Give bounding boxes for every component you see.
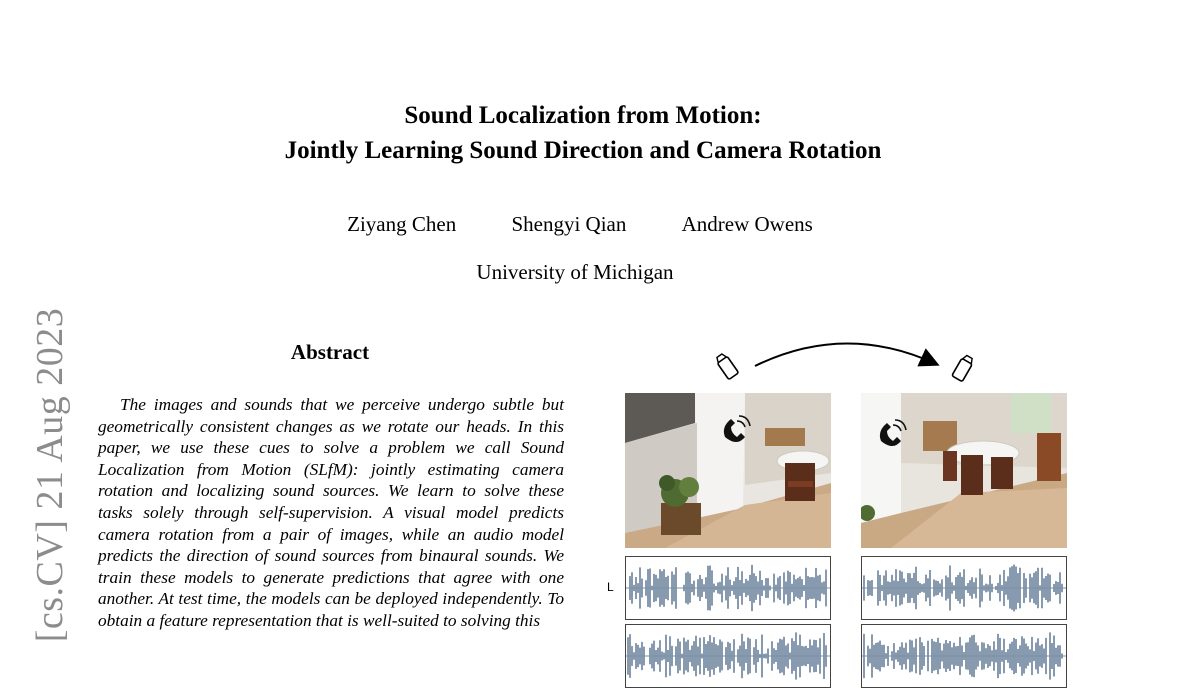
camera-motion-diagram	[600, 330, 1100, 390]
author: Ziyang Chen	[347, 212, 457, 236]
camera-icon	[952, 354, 975, 382]
camera-icon	[714, 352, 738, 379]
waveform-right-r	[861, 624, 1067, 688]
scene-image-left	[625, 393, 831, 548]
abstract-heading: Abstract	[290, 340, 370, 364]
abstract-text: The images and sounds that we perceive undergo subtle but geometrically consistent changes as we rotate our heads. In this paper, we use these cues to solve a problem we call Sound Localization from Motion (SLfM): jointly estimating camera rotation and localizing sound sources. We learn to solve these tasks solely through self-supervision. A visual model predicts camera rotation from a pair of images, while an audio model predicts the direction of sound sources from binaural sounds. We train these models to generate predictions that agree with one another. At test time, the models can be deployed independently. To obtain a feature representation that is well-suited to solving this	[98, 395, 564, 630]
channel-left-label: L	[607, 580, 614, 594]
abstract-body	[98, 394, 564, 632]
author: Shengyi Qian	[511, 212, 627, 236]
teaser-figure	[600, 330, 1100, 648]
affiliation: University of Michigan	[476, 260, 674, 284]
curved-arrow-icon	[755, 343, 936, 366]
author: Andrew Owens	[681, 212, 813, 236]
paper-title	[0, 98, 1166, 168]
waveform-left-l	[625, 556, 831, 620]
waveform-right-l	[861, 556, 1067, 620]
waveform-left-r	[625, 624, 831, 688]
scene-image-right	[861, 393, 1067, 548]
arxiv-side-stamp: [cs.CV] 21 Aug 2023	[29, 307, 71, 643]
author-list	[0, 212, 1160, 237]
title-line-1: Sound Localization from Motion:	[404, 102, 762, 129]
title-line-2: Jointly Learning Sound Direction and Camera Rotation	[284, 137, 882, 164]
